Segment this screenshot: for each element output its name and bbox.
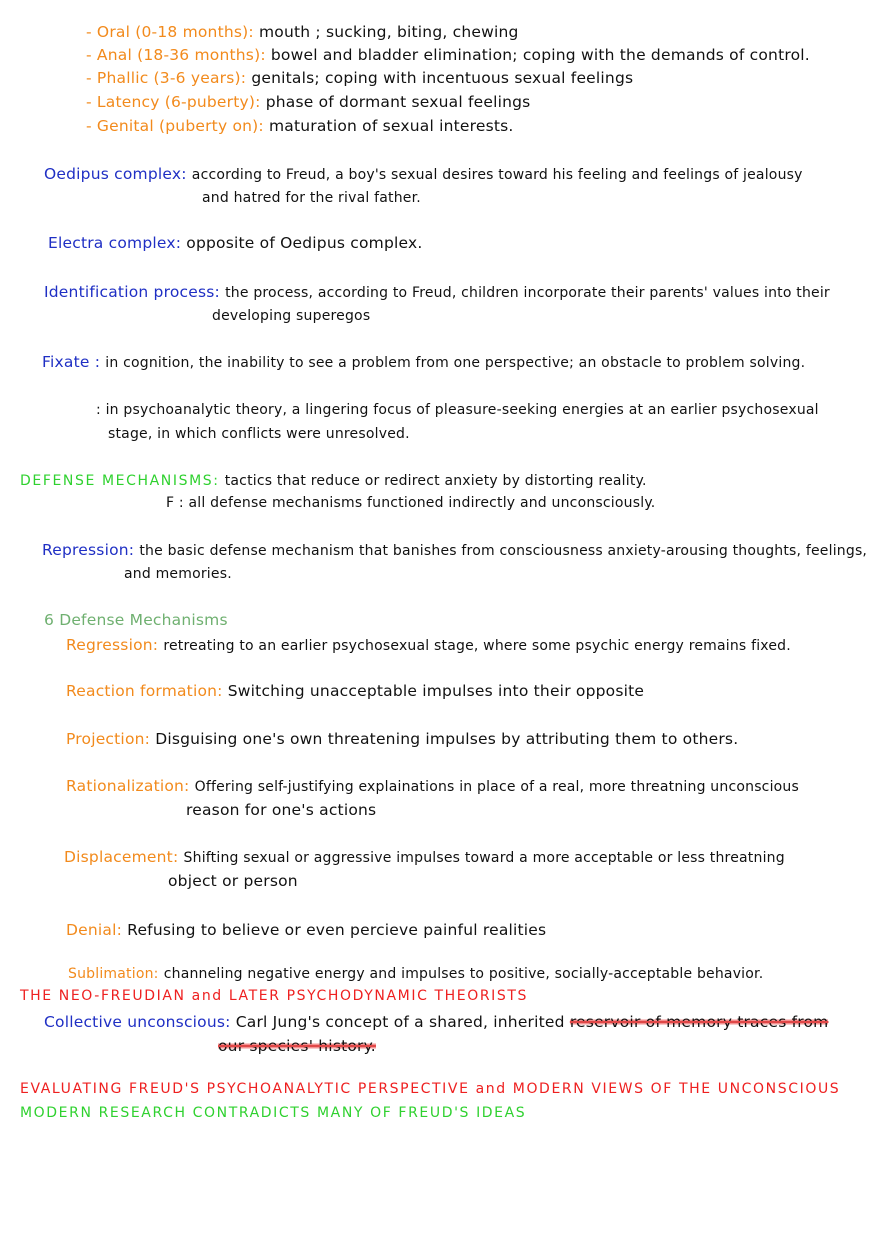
definition-text: Offering self-justifying explainations in place of a real, more threatning unconscious (194, 779, 800, 795)
denial-entry (66, 920, 546, 940)
stage-anal (86, 45, 810, 65)
sublimation-entry (68, 963, 763, 984)
highlighted-text: reservoir of memory traces from (569, 1013, 829, 1031)
term-label: Collective unconscious: (44, 1013, 231, 1031)
definition-text: opposite of Oedipus complex. (186, 234, 423, 252)
repression-continuation: and memories. (124, 566, 232, 582)
stage-term: - Anal (18-36 months): (86, 46, 266, 64)
definition-text: retreating to an earlier psychosexual stage, where some psychic energy remains fixed. (163, 638, 791, 654)
rationalization-continuation: reason for one's actions (186, 801, 377, 819)
defense-note: F : all defense mechanisms functioned indirectly and unconsciously. (166, 495, 656, 511)
defense-mechanisms-entry (20, 470, 647, 491)
six-mechanisms-heading: 6 Defense Mechanisms (44, 611, 228, 629)
term-label: DEFENSE MECHANISMS: (20, 473, 220, 489)
stage-term: - Phallic (3-6 years): (86, 69, 247, 87)
definition-text: in cognition, the inability to see a problem from one perspective; an obstacle to problem solving. (105, 355, 806, 371)
collective-continuation (218, 1036, 376, 1056)
definition-text: Carl Jung's concept of a shared, inherited (235, 1013, 565, 1031)
fixate-continuation: stage, in which conflicts were unresolved. (108, 426, 410, 442)
definition-text: the process, according to Freud, children incorporate their parents' values into their (225, 285, 830, 301)
term-label: Displacement: (64, 848, 179, 866)
neo-freudian-heading: THE NEO-FREUDIAN and LATER PSYCHODYNAMIC THEORISTS (20, 988, 529, 1004)
stage-text: phase of dormant sexual feelings (265, 93, 531, 111)
regression-entry (66, 635, 791, 656)
term-label: Repression: (42, 541, 135, 559)
reaction-formation-entry (66, 681, 644, 701)
definition-text: channeling negative energy and impulses to positive, socially-acceptable behavior. (163, 966, 764, 982)
definition-text: Switching unacceptable impulses into their opposite (227, 682, 645, 700)
term-label: Projection: (66, 730, 151, 748)
fixate-entry (42, 352, 805, 373)
term-label: Denial: (66, 921, 123, 939)
oedipus-continuation: and hatred for the rival father. (202, 190, 421, 206)
stage-text: mouth ; sucking, biting, chewing (258, 23, 519, 41)
stage-genital (86, 116, 514, 136)
repression-entry (42, 540, 867, 561)
displacement-entry (64, 847, 785, 868)
term-label: Rationalization: (66, 777, 190, 795)
rationalization-entry (66, 776, 799, 797)
term-label: Fixate : (42, 353, 101, 371)
definition-text: Refusing to believe or even percieve painful realities (127, 921, 547, 939)
identification-continuation: developing superegos (212, 308, 371, 324)
stage-text: bowel and bladder elimination; coping with the demands of control. (270, 46, 810, 64)
evaluating-heading: EVALUATING FREUD'S PSYCHOANALYTIC PERSPECTIVE and MODERN VIEWS OF THE UNCONSCIOUS (20, 1081, 841, 1097)
term-label: Sublimation: (68, 966, 159, 982)
electra-entry (48, 233, 423, 253)
modern-research-heading: MODERN RESEARCH CONTRADICTS MANY OF FREUD'S IDEAS (20, 1105, 527, 1121)
definition-text: according to Freud, a boy's sexual desires toward his feeling and feelings of jealousy (191, 167, 803, 183)
stage-term: - Oral (0-18 months): (86, 23, 254, 41)
stage-latency (86, 92, 530, 112)
highlighted-text: our species' history. (218, 1037, 376, 1055)
definition-text: Shifting sexual or aggressive impulses toward a more acceptable or less threatning (183, 850, 785, 866)
term-label: Reaction formation: (66, 682, 223, 700)
stage-oral (86, 22, 519, 42)
stage-phallic (86, 68, 633, 88)
stage-text: genitals; coping with incentuous sexual feelings (251, 69, 634, 87)
oedipus-entry (44, 164, 803, 185)
definition-text: Disguising one's own threatening impulses by attributing them to others. (155, 730, 739, 748)
term-label: Identification process: (44, 283, 220, 301)
stage-term: - Latency (6-puberty): (86, 93, 261, 111)
term-label: Electra complex: (48, 234, 182, 252)
fixate-second-definition: : in psychoanalytic theory, a lingering focus of pleasure-seeking energies at an earlier psychosexual (96, 402, 819, 418)
projection-entry (66, 729, 738, 749)
stage-text: maturation of sexual interests. (268, 117, 514, 135)
displacement-continuation: object or person (168, 872, 298, 890)
stage-term: - Genital (puberty on): (86, 117, 264, 135)
identification-entry (44, 282, 830, 303)
term-label: Oedipus complex: (44, 165, 187, 183)
collective-unconscious-entry (44, 1012, 828, 1032)
definition-text: the basic defense mechanism that banishes from consciousness anxiety-arousing thoughts, feelings, (139, 543, 868, 559)
definition-text: tactics that reduce or redirect anxiety by distorting reality. (224, 473, 647, 489)
term-label: Regression: (66, 636, 159, 654)
